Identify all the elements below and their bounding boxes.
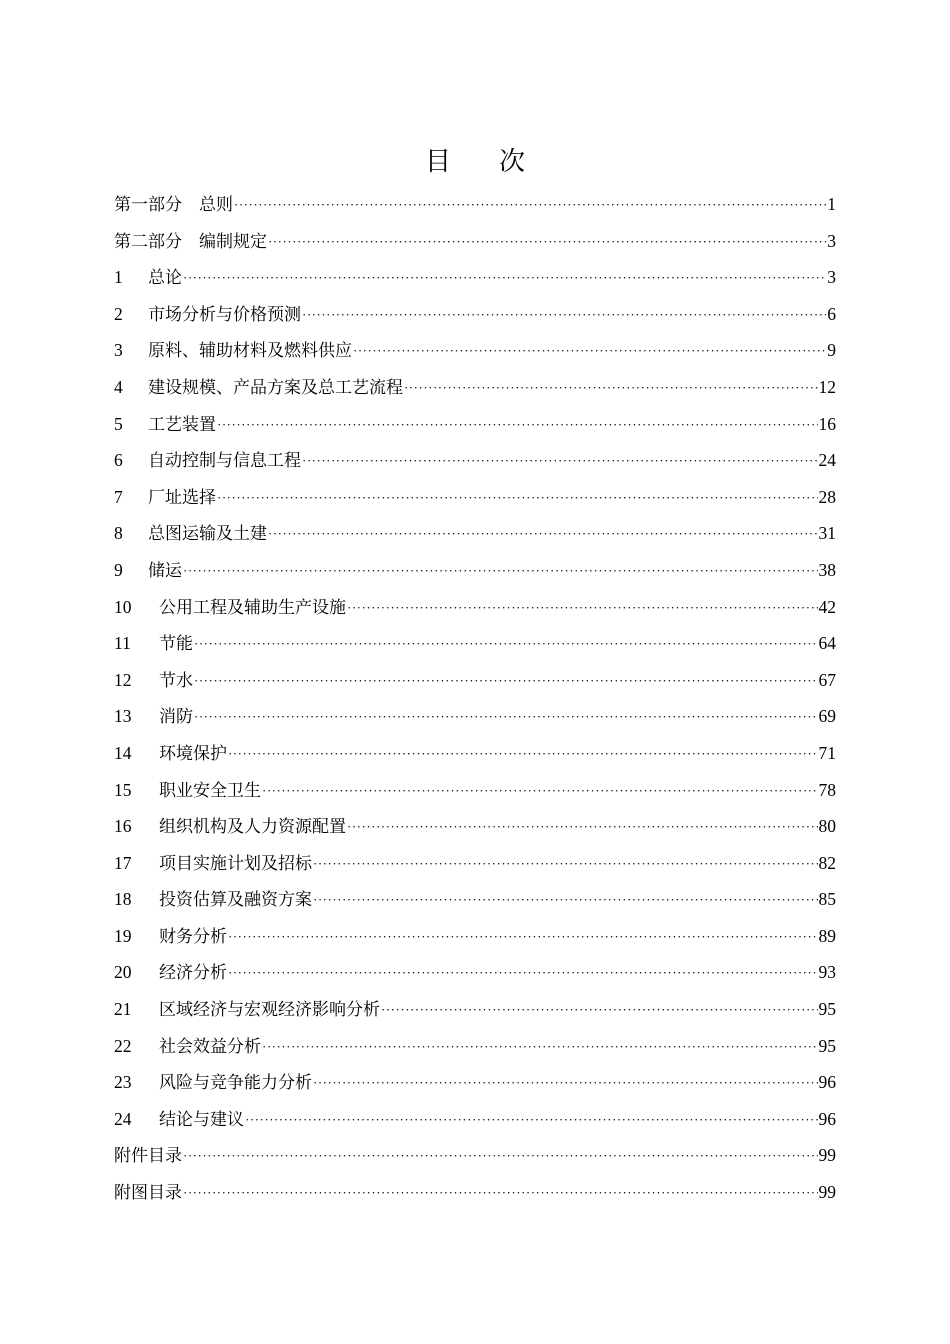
toc-entry-label: 储运 <box>148 560 182 581</box>
toc-entry-page-number: 42 <box>818 596 836 617</box>
toc-entry-number: 21 <box>114 999 132 1020</box>
toc-entry[interactable] <box>114 698 836 735</box>
toc-entry[interactable] <box>114 515 836 552</box>
toc-entry[interactable] <box>114 1174 836 1211</box>
toc-entry-page-number: 85 <box>818 889 836 910</box>
toc-entry-number: 16 <box>114 816 132 837</box>
toc-entry-label: 风险与竞争能力分析 <box>159 1073 312 1094</box>
toc-entry-number: 4 <box>114 376 123 397</box>
toc-entry-page-number: 12 <box>818 376 836 397</box>
toc-dot-leader <box>217 407 818 444</box>
toc-entry-label: 总论 <box>148 268 182 289</box>
toc-entry[interactable] <box>114 442 836 479</box>
toc-entry[interactable] <box>114 406 836 443</box>
toc-entry-label: 区域经济与宏观经济影响分析 <box>159 1000 380 1021</box>
toc-entry-number: 5 <box>114 413 123 434</box>
toc-entry-label: 第一部分 总则 <box>114 195 233 215</box>
toc-dot-leader <box>194 663 818 700</box>
toc-entry-number: 10 <box>114 596 132 617</box>
toc-entry-page-number: 6 <box>827 303 836 324</box>
toc-dot-leader <box>313 1065 818 1102</box>
toc-entry[interactable] <box>114 662 836 699</box>
toc-entry-page-number: 95 <box>818 1035 836 1056</box>
toc-entry-page-number: 64 <box>818 633 836 654</box>
toc-dot-leader <box>347 809 818 846</box>
toc-entry[interactable] <box>114 735 836 772</box>
toc-dot-leader <box>194 699 818 736</box>
toc-entry[interactable] <box>114 1064 836 1101</box>
toc-dot-leader <box>183 553 818 590</box>
toc-entry[interactable] <box>114 589 836 626</box>
toc-entry-label: 原料、辅助材料及燃料供应 <box>148 341 352 362</box>
toc-title <box>0 142 950 182</box>
toc-entry-label: 结论与建议 <box>159 1109 244 1130</box>
toc-title-char-2: 次 <box>499 147 526 177</box>
toc-entry-number: 12 <box>114 669 132 690</box>
toc-entry-page-number: 3 <box>827 267 836 288</box>
toc-entry-label: 环境保护 <box>159 743 227 764</box>
toc-dot-leader <box>268 516 818 553</box>
toc-entry-number: 7 <box>114 486 123 507</box>
toc-entry[interactable] <box>114 845 836 882</box>
toc-entry-page-number: 24 <box>818 450 836 471</box>
toc-entry-page-number: 96 <box>818 1072 836 1093</box>
toc-entry-number: 20 <box>114 962 132 983</box>
toc-entry[interactable] <box>114 332 836 369</box>
toc-entry[interactable] <box>114 991 836 1028</box>
toc-entry-number: 19 <box>114 925 132 946</box>
toc-entry-label: 工艺装置 <box>148 414 216 435</box>
toc-entry-label: 组织机构及人力资源配置 <box>159 817 346 838</box>
toc-entry-page-number: 16 <box>818 413 836 434</box>
toc-entry-page-number: 9 <box>827 340 836 361</box>
toc-entry-number: 24 <box>114 1108 132 1129</box>
toc-entry-page-number: 67 <box>818 669 836 690</box>
toc-dot-leader <box>347 590 818 627</box>
toc-entry[interactable] <box>114 954 836 991</box>
toc-entry-page-number: 28 <box>818 486 836 507</box>
toc-entry[interactable] <box>114 552 836 589</box>
toc-entry-number: 1 <box>114 267 123 288</box>
toc-entry-label: 项目实施计划及招标 <box>159 853 312 874</box>
toc-entry-label: 公用工程及辅助生产设施 <box>159 597 346 618</box>
toc-dot-leader <box>183 1175 818 1212</box>
toc-entry-label: 附图目录 <box>114 1183 182 1204</box>
toc-entry[interactable] <box>114 296 836 333</box>
toc-entry-label: 社会效益分析 <box>159 1036 261 1057</box>
toc-entry-page-number: 82 <box>818 852 836 873</box>
toc-entry[interactable] <box>114 223 836 260</box>
toc-entry-page-number: 69 <box>818 706 836 727</box>
toc-entry-page-number: 89 <box>818 925 836 946</box>
toc-entry-page-number: 80 <box>818 816 836 837</box>
toc-entry-label: 总图运输及土建 <box>148 524 267 545</box>
toc-entry-page-number: 95 <box>818 999 836 1020</box>
toc-dot-leader <box>353 333 826 370</box>
toc-dot-leader <box>268 224 826 261</box>
toc-dot-leader <box>228 955 818 992</box>
toc-entry-page-number: 99 <box>818 1145 836 1166</box>
toc-entry-number: 15 <box>114 779 132 800</box>
toc-dot-leader <box>404 370 818 407</box>
toc-entry[interactable] <box>114 625 836 662</box>
toc-dot-leader <box>228 919 818 956</box>
toc-entry[interactable] <box>114 1137 836 1174</box>
toc-entry[interactable] <box>114 479 836 516</box>
toc-entry[interactable] <box>114 369 836 406</box>
toc-title-char-1: 目 <box>424 147 451 177</box>
toc-entry-page-number: 78 <box>818 779 836 800</box>
toc-dot-leader <box>217 480 818 517</box>
toc-entry[interactable] <box>114 1101 836 1138</box>
toc-dot-leader <box>194 626 818 663</box>
toc-dot-leader <box>262 1029 818 1066</box>
table-of-contents <box>114 186 836 1211</box>
toc-entry[interactable] <box>114 186 836 223</box>
toc-dot-leader <box>183 1138 818 1175</box>
toc-entry-page-number: 71 <box>818 742 836 763</box>
toc-entry-page-number: 31 <box>818 523 836 544</box>
toc-entry-label: 市场分析与价格预测 <box>148 304 301 325</box>
toc-entry-number: 3 <box>114 340 123 361</box>
toc-entry-number: 6 <box>114 450 123 471</box>
toc-entry-number: 23 <box>114 1072 132 1093</box>
toc-entry-page-number: 1 <box>827 194 836 214</box>
toc-entry-label: 第二部分 编制规定 <box>114 231 267 252</box>
toc-entry[interactable] <box>114 918 836 955</box>
toc-dot-leader <box>228 736 818 773</box>
toc-dot-leader <box>234 187 826 224</box>
toc-dot-leader <box>302 297 826 334</box>
toc-entry-label: 经济分析 <box>159 963 227 984</box>
toc-dot-leader <box>313 846 818 883</box>
toc-entry-label: 消防 <box>159 707 193 728</box>
toc-dot-leader <box>262 773 818 810</box>
toc-entry-page-number: 3 <box>827 230 836 251</box>
toc-entry[interactable] <box>114 259 836 296</box>
toc-entry-label: 节能 <box>159 634 193 655</box>
toc-entry-label: 投资估算及融资方案 <box>159 890 312 911</box>
toc-entry-label: 附件目录 <box>114 1146 182 1167</box>
toc-dot-leader <box>245 1102 818 1139</box>
toc-entry-label: 自动控制与信息工程 <box>148 451 301 472</box>
toc-dot-leader <box>381 992 818 1029</box>
toc-entry-number: 13 <box>114 706 132 727</box>
toc-entry-number: 2 <box>114 303 123 324</box>
toc-entry-label: 财务分析 <box>159 926 227 947</box>
toc-entry-label: 厂址选择 <box>148 487 216 508</box>
toc-entry-number: 11 <box>114 633 131 654</box>
toc-entry-number: 18 <box>114 889 132 910</box>
toc-entry-page-number: 99 <box>818 1182 836 1203</box>
toc-dot-leader <box>183 260 826 297</box>
toc-entry[interactable] <box>114 772 836 809</box>
toc-entry-number: 9 <box>114 559 123 580</box>
toc-entry-number: 22 <box>114 1035 132 1056</box>
toc-entry-label: 建设规模、产品方案及总工艺流程 <box>148 377 403 398</box>
toc-entry-page-number: 93 <box>818 962 836 983</box>
toc-entry[interactable] <box>114 881 836 918</box>
toc-entry[interactable] <box>114 808 836 845</box>
toc-entry-number: 8 <box>114 523 123 544</box>
toc-entry-label: 职业安全卫生 <box>159 780 261 801</box>
toc-entry-page-number: 96 <box>818 1108 836 1129</box>
toc-entry-label: 节水 <box>159 670 193 691</box>
toc-dot-leader <box>313 882 818 919</box>
toc-entry-number: 14 <box>114 742 132 763</box>
toc-entry-number: 17 <box>114 852 132 873</box>
toc-entry-page-number: 38 <box>818 559 836 580</box>
toc-dot-leader <box>302 443 818 480</box>
toc-entry[interactable] <box>114 1028 836 1065</box>
